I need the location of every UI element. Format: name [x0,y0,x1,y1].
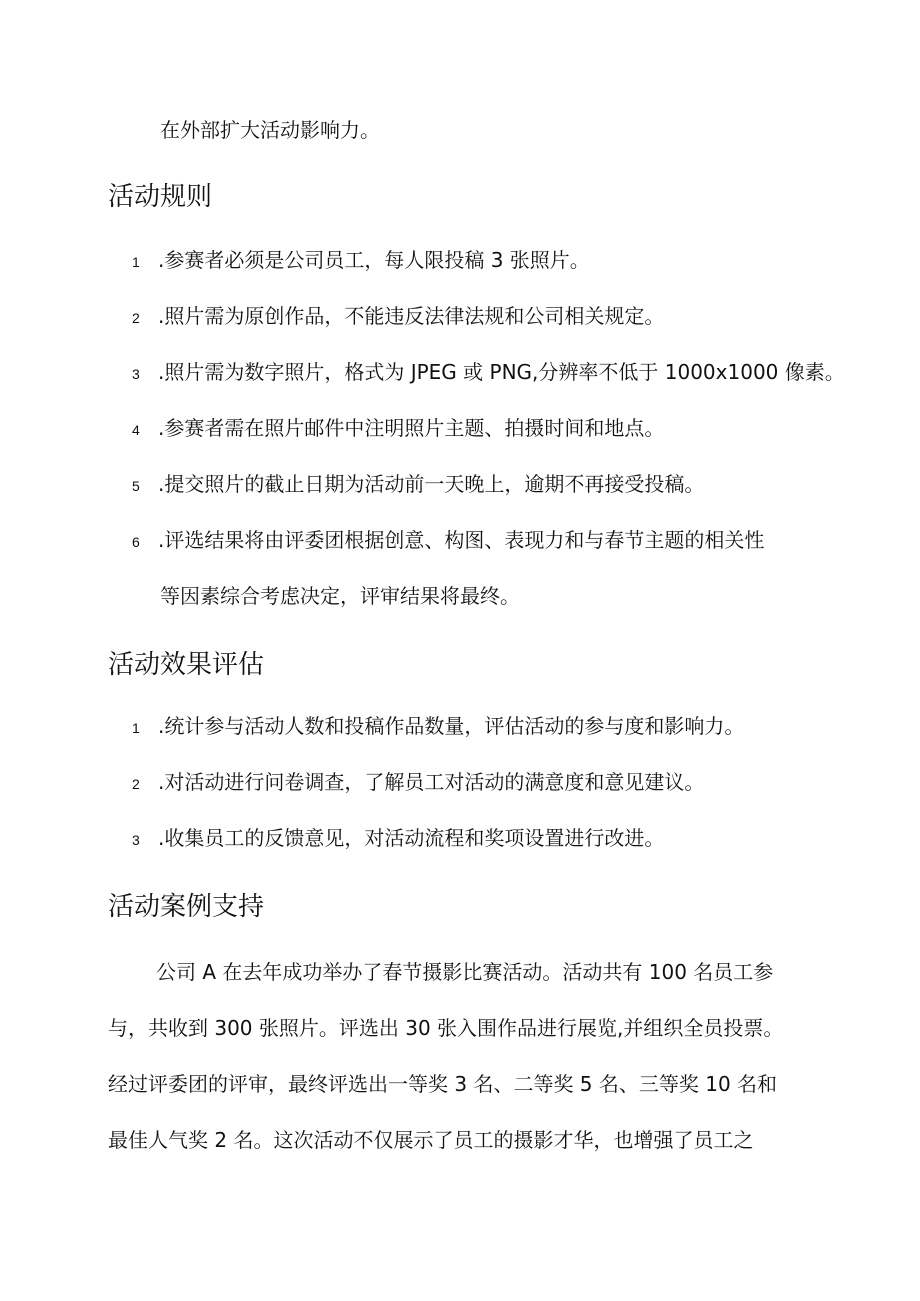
evaluation-item-number: 2 [132,776,140,792]
evaluation-heading: 活动效果评估 [108,650,265,680]
rules-item-2 [132,302,664,332]
rules-item-number: 5 [132,478,140,494]
evaluation-item-text: .统计参与活动人数和投稿作品数量，评估活动的参与度和影响力。 [158,714,745,738]
rules-item-1 [132,246,590,276]
evaluation-item-3 [132,824,664,854]
evaluation-item-1 [132,712,744,742]
rules-item-text: .照片需为原创作品，不能违反法律法规和公司相关规定。 [158,304,665,328]
rules-item-number: 1 [132,254,140,270]
rules-item-6 [132,526,764,556]
evaluation-item-number: 1 [132,720,140,736]
rules-heading: 活动规则 [108,182,213,212]
rules-item-number: 3 [132,366,140,382]
rules-item-number: 6 [132,534,140,550]
rules-item-5 [132,470,704,500]
rules-item-4 [132,414,664,444]
rules-item-6-continuation: 等因素综合考虑决定，评审结果将最终。 [160,584,520,608]
evaluation-item-text: .收集员工的反馈意见，对活动流程和奖项设置进行改进。 [158,826,665,850]
rules-item-number: 4 [132,422,140,438]
rules-item-text: .参赛者必须是公司员工，每人限投稿 3 张照片。 [158,248,590,272]
evaluation-item-2 [132,768,704,798]
case-heading: 活动案例支持 [108,892,265,922]
evaluation-item-text: .对活动进行问卷调查，了解员工对活动的满意度和意见建议。 [158,770,705,794]
case-paragraph-line-4: 最佳人气奖 2 名。这次活动不仅展示了员工的摄影才华，也增强了员工之 [108,1128,754,1152]
rules-item-3 [132,358,845,388]
case-paragraph-line-1: 公司 A 在去年成功举办了春节摄影比赛活动。活动共有 100 名员工参 [156,960,774,984]
case-paragraph-line-3: 经过评委团的评审，最终评选出一等奖 3 名、二等奖 5 名、三等奖 10 名和 [108,1072,778,1096]
evaluation-item-number: 3 [132,832,140,848]
intro-continuation-line: 在外部扩大活动影响力。 [160,118,380,142]
case-paragraph-line-2: 与，共收到 300 张照片。评选出 30 张入围作品进行展览,并组织全员投票。 [108,1016,784,1040]
rules-item-number: 2 [132,310,140,326]
rules-item-text: .评选结果将由评委团根据创意、构图、表现力和与春节主题的相关性 [158,528,765,552]
rules-item-text: .照片需为数字照片，格式为 JPEG 或 PNG,分辨率不低于 1000x1000 像素。 [158,360,845,384]
rules-item-text: .参赛者需在照片邮件中注明照片主题、拍摄时间和地点。 [158,416,665,440]
rules-item-text: .提交照片的截止日期为活动前一天晚上，逾期不再接受投稿。 [158,472,705,496]
